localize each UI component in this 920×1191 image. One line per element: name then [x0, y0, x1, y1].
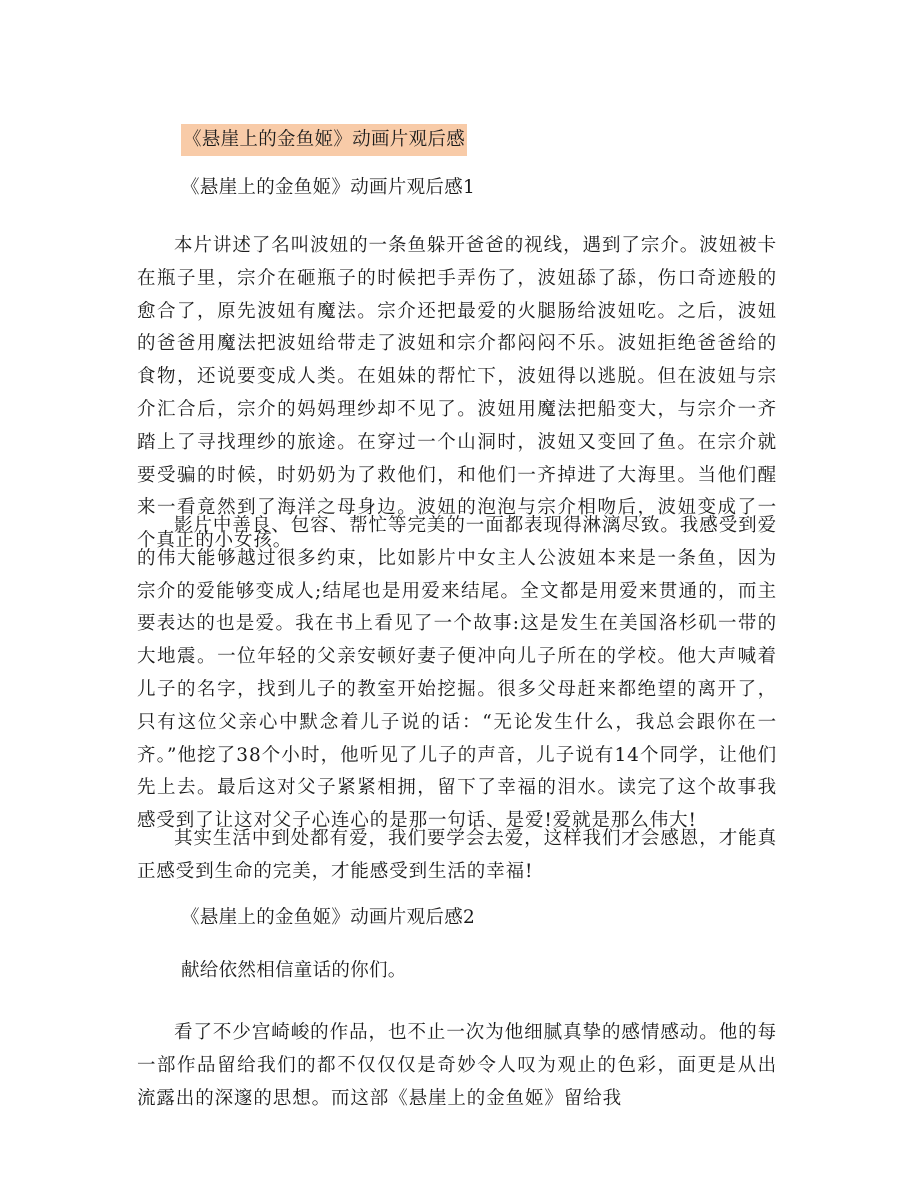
section1-paragraph-2: 影片中善良、包容、帮忙等完美的一面都表现得淋漓尽致。我感受到爱的伟大能够越过很多约束，比如影片中女主人公波妞本来是一条鱼，因为宗介的爱能够变成人;结尾也是用爱来结尾。全文都是用爱来贯通的，而主要表达的也是爱。我在书上看见了一个故事:这是发生在美国洛杉矶一带的大地震。一位年轻的父亲安顿好妻子便冲向儿子所在的学校。他大声喊着儿子的名字，找到儿子的教室开始挖掘。很多父母赶来都绝望的离开了，只有这位父亲心中默念着儿子说的话：“无论发生什么，我总会跟你在一齐。”他挖了38个小时，他听见了儿子的声音，儿子说有14个同学，让他们先上去。最后这对父子紧紧相拥，留下了幸福的泪水。读完了这个故事我感受到了让这对父子心连心的是那一句话、是爱!爱就是那么伟大!: [137, 515, 777, 832]
section2-dedication: 献给依然相信童话的你们。: [181, 960, 407, 981]
section1-paragraph-1: 本片讲述了名叫波妞的一条鱼躲开爸爸的视线，遇到了宗介。波妞被卡在瓶子里，宗介在砸瓶子的时候把手弄伤了，波妞舔了舔，伤口奇迹般的愈合了，原先波妞有魔法。宗介还把最爱的火腿肠给波妞吃。之后，波妞的爸爸用魔法把波妞给带走了波妞和宗介都闷闷不乐。波妞拒绝爸爸给的食物，还说要变成人类。在姐妹的帮忙下，波妞得以逃脱。但在波妞与宗介汇合后，宗介的妈妈理纱却不见了。波妞用魔法把船变大，与宗介一齐踏上了寻找理纱的旅途。在穿过一个山洞时，波妞又变回了鱼。在宗介就要受骗的时候，时奶奶为了救他们，和他们一齐掉进了大海里。当他们醒来一看竟然到了海洋之母身边。波妞的泡泡与宗介相吻后，波妞变成了一个真正的小女孩。: [137, 235, 777, 552]
section1-heading: 《悬崖上的金鱼姬》动画片观后感1: [181, 177, 476, 198]
section2-paragraph-1: 看了不少宫崎峻的作品，也不止一次为他细腻真挚的感情感动。他的每一部作品留给我们的都不仅仅仅是奇妙令人叹为观止的色彩，面更是从出流露出的深邃的思想。而这部《悬崖上的金鱼姬》留给我: [137, 1022, 777, 1109]
section1-paragraph-3: 其实生活中到处都有爱，我们要学会去爱，这样我们才会感恩，才能真正感受到生命的完美，才能感受到生活的幸福!: [137, 828, 777, 882]
document-title: [181, 124, 467, 156]
document-title-text: 《悬崖上的金鱼姬》动画片观后感: [183, 129, 466, 150]
section2-heading: 《悬崖上的金鱼姬》动画片观后感2: [181, 907, 476, 928]
